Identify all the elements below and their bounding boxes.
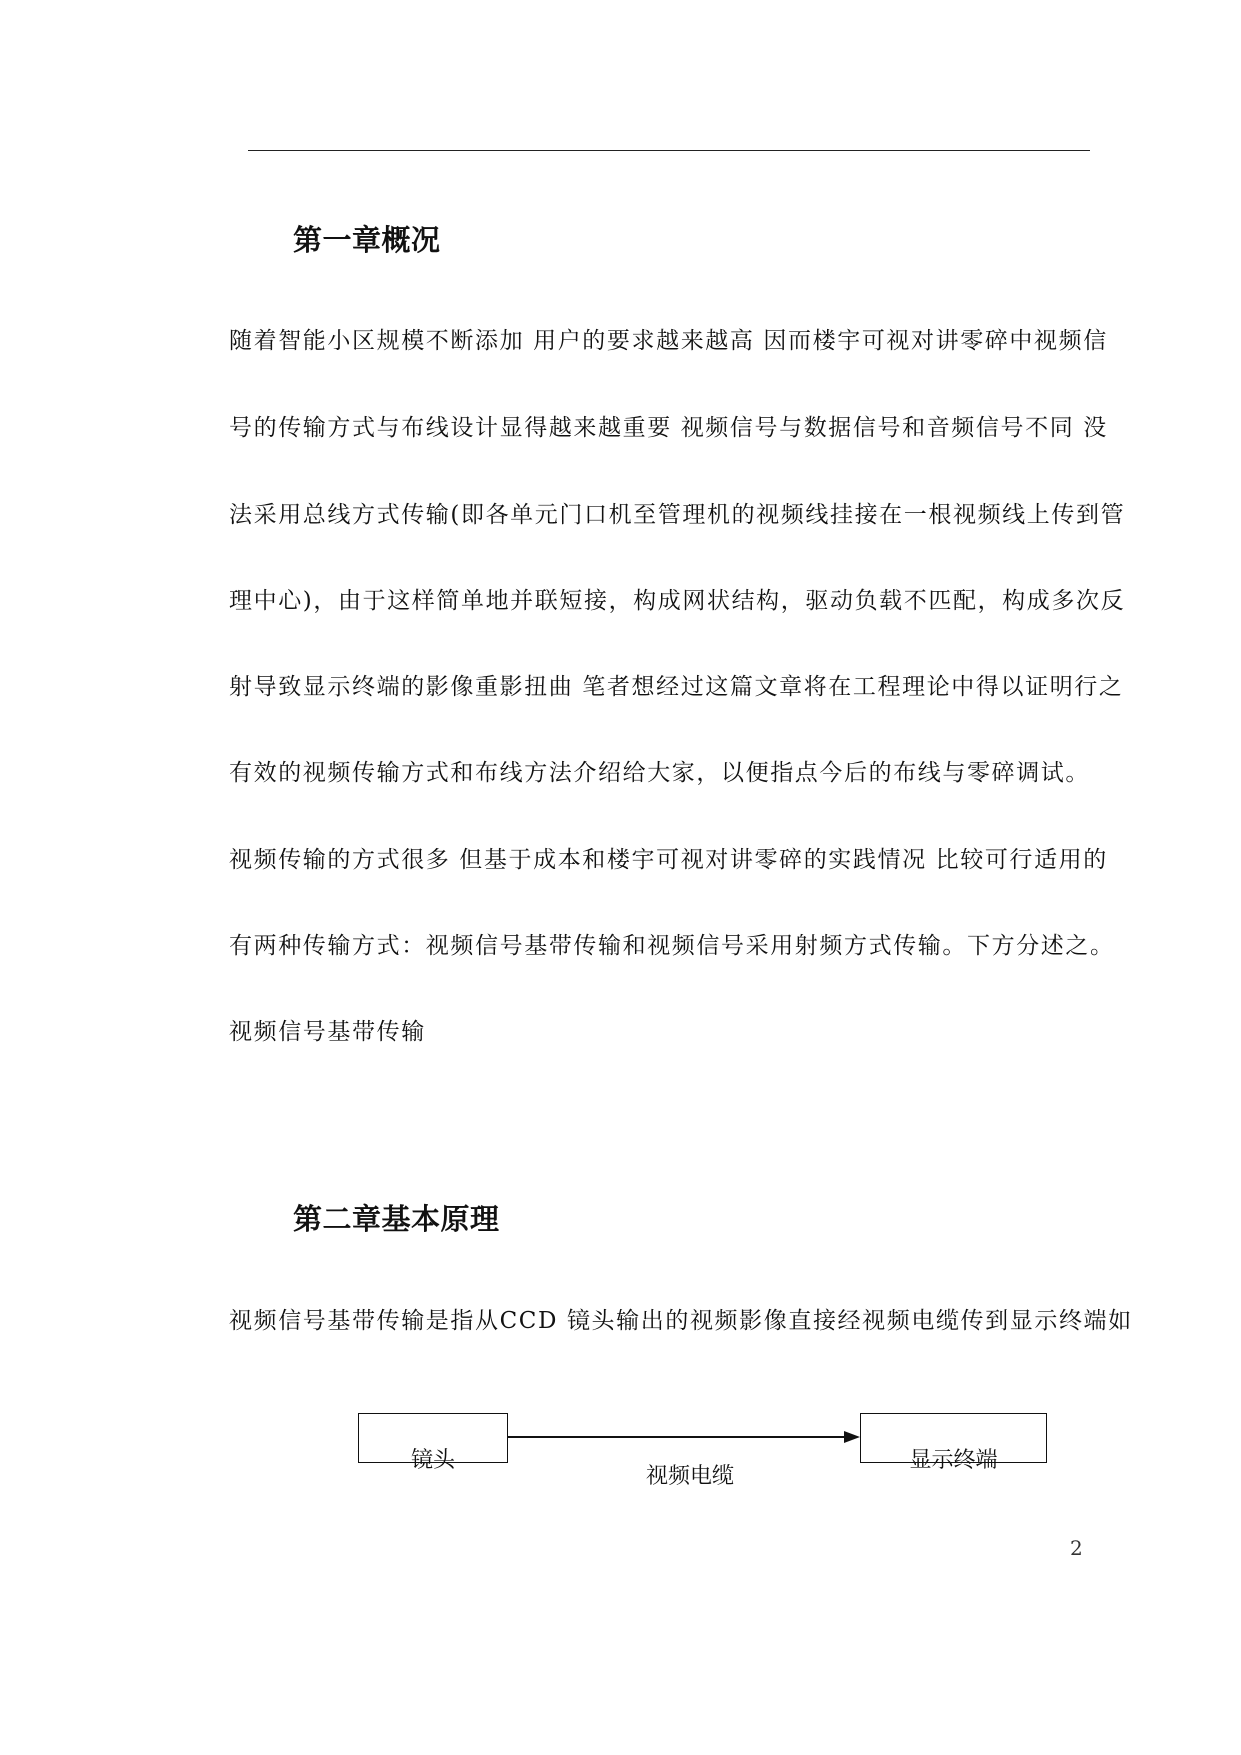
paragraph-line: 有效的视频传输方式和布线方法介绍给大家，以便指点今后的布线与零碎调试。 xyxy=(229,760,1090,786)
cable-label: 视频电缆 xyxy=(645,1464,734,1489)
display-terminal-box xyxy=(860,1413,1047,1473)
page-number: 2 xyxy=(1070,1536,1083,1560)
chapter-1-title: 第一章概况 xyxy=(293,223,441,257)
transmission-diagram xyxy=(350,1405,1070,1489)
paragraph-line: 号的传输方式与布线设计显得越来越重要 视频信号与数据信号和音频信号不同 没 xyxy=(229,415,1108,441)
camera-box xyxy=(358,1413,508,1473)
paragraph-line: 法采用总线方式传输(即各单元门口机至管理机的视频线挂接在一根视频线上传到管 xyxy=(229,502,1126,528)
chapter-2-title: 第二章基本原理 xyxy=(293,1202,500,1236)
camera-box-label: 镜头 xyxy=(410,1448,455,1473)
display-terminal-box-label: 显示终端 xyxy=(909,1448,998,1473)
paragraph-line: 理中心)，由于这样简单地并联短接，构成网状结构，驱动负载不匹配，构成多次反 xyxy=(229,588,1126,614)
paragraph-line: 视频传输的方式很多 但基于成本和楼宇可视对讲零碎的实践情况 比较可行适用的 xyxy=(229,847,1108,873)
paragraph-line: 视频信号基带传输是指从CCD 镜头输出的视频影像直接经视频电缆传到显示终端如 xyxy=(229,1308,1133,1334)
paragraph-line: 射导致显示终端的影像重影扭曲 笔者想经过这篇文章将在工程理论中得以证明行之 xyxy=(229,674,1124,700)
arrow-icon xyxy=(508,1427,860,1447)
header-rule xyxy=(248,150,1090,151)
section-heading-video-baseband: 视频信号基带传输 xyxy=(229,1019,426,1045)
paragraph-line: 有两种传输方式：视频信号基带传输和视频信号采用射频方式传输。下方分述之。 xyxy=(229,933,1115,959)
paragraph-line: 随着智能小区规模不断添加 用户的要求越来越高 因而楼宇可视对讲零碎中视频信 xyxy=(229,328,1108,354)
